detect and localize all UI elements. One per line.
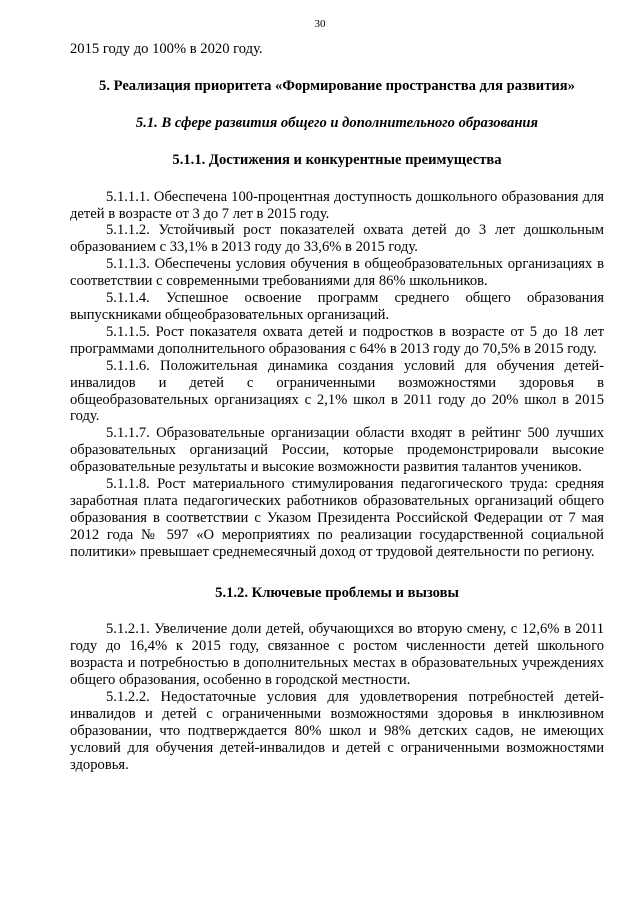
achievement-item: 5.1.1.1. Обеспечена 100-процентная доступность дошкольного образования для детей в возрасте от 3 до 7 лет в 2015 году.: [70, 188, 604, 222]
achievement-item: 5.1.1.7. Образовательные организации области входят в рейтинг 500 лучших образовательных организаций России, которые продемонстрировали высокие образовательные результаты и высокие возможности развития талантов учеников.: [70, 425, 604, 476]
problems-heading: 5.1.2. Ключевые проблемы и вызовы: [215, 584, 459, 601]
problem-item: 5.1.2.1. Увеличение доли детей, обучающихся во вторую смену, с 12,6% в 2011 году до 16,4% к 2015 году, связанное с ростом численности детей школьного возраста и потребностью в дополнительных местах в образовательных учреждениях общего образования, особенно в городской местности.: [70, 621, 604, 689]
achievement-item: 5.1.1.4. Успешное освоение программ среднего общего образования выпускниками общеобразовательных организаций.: [70, 290, 604, 323]
achievement-item: 5.1.1.5. Рост показателя охвата детей и подростков в возрасте от 5 до 18 лет программами дополнительного образования с 64% в 2013 году до 70,5% в 2015 году.: [70, 323, 604, 357]
achievements-heading: 5.1.1. Достижения и конкурентные преимущества: [172, 151, 502, 168]
intro-line: 2015 году до 100% в 2020 году.: [70, 41, 263, 57]
subsection-title: 5.1. В сфере развития общего и дополнительного образования: [135, 114, 539, 131]
achievement-item: 5.1.1.8. Рост материального стимулирования педагогического труда: средняя заработная плата педагогических работников образовательных организаций общего образования в соответствии с Указом Президента Российской Федерации от 7 мая 2012 года № 597 «О мероприятиях по реализации государственной социальной политики» превышает среднемесячный доход от трудовой деятельности по региону.: [70, 476, 604, 560]
section-title: 5. Реализация приоритета «Формирование пространства для развития»: [99, 77, 575, 94]
problems-list: [70, 621, 604, 773]
problem-item: 5.1.2.2. Недостаточные условия для удовлетворения потребностей детей-инвалидов и детей с ограниченными возможностями здоровья в инклюзивном образовании, что подтверждается 80% школ и 98% детских садов, не имеющих условий для обучения детей-инвалидов и детей с ограниченными возможностями здоровья.: [70, 689, 604, 773]
achievement-item: 5.1.1.3. Обеспечены условия обучения в общеобразовательных организациях в соответствии с современными требованиями для 86% школьников.: [70, 256, 604, 290]
achievements-list: [70, 189, 604, 561]
achievement-item: 5.1.1.2. Устойчивый рост показателей охвата детей до 3 лет дошкольным образованием с 33,1% в 2013 году до 33,6% в 2015 году.: [70, 222, 604, 256]
page-content: [70, 41, 604, 774]
page-number: 30: [314, 18, 326, 30]
achievement-item: 5.1.1.6. Положительная динамика создания условий для обучения детей-инвалидов и детей с ограниченными возможностями здоровья в общеобразовательных организациях с 2,1% школ в 2011 году до 20% школ в 2015 году.: [70, 357, 604, 425]
